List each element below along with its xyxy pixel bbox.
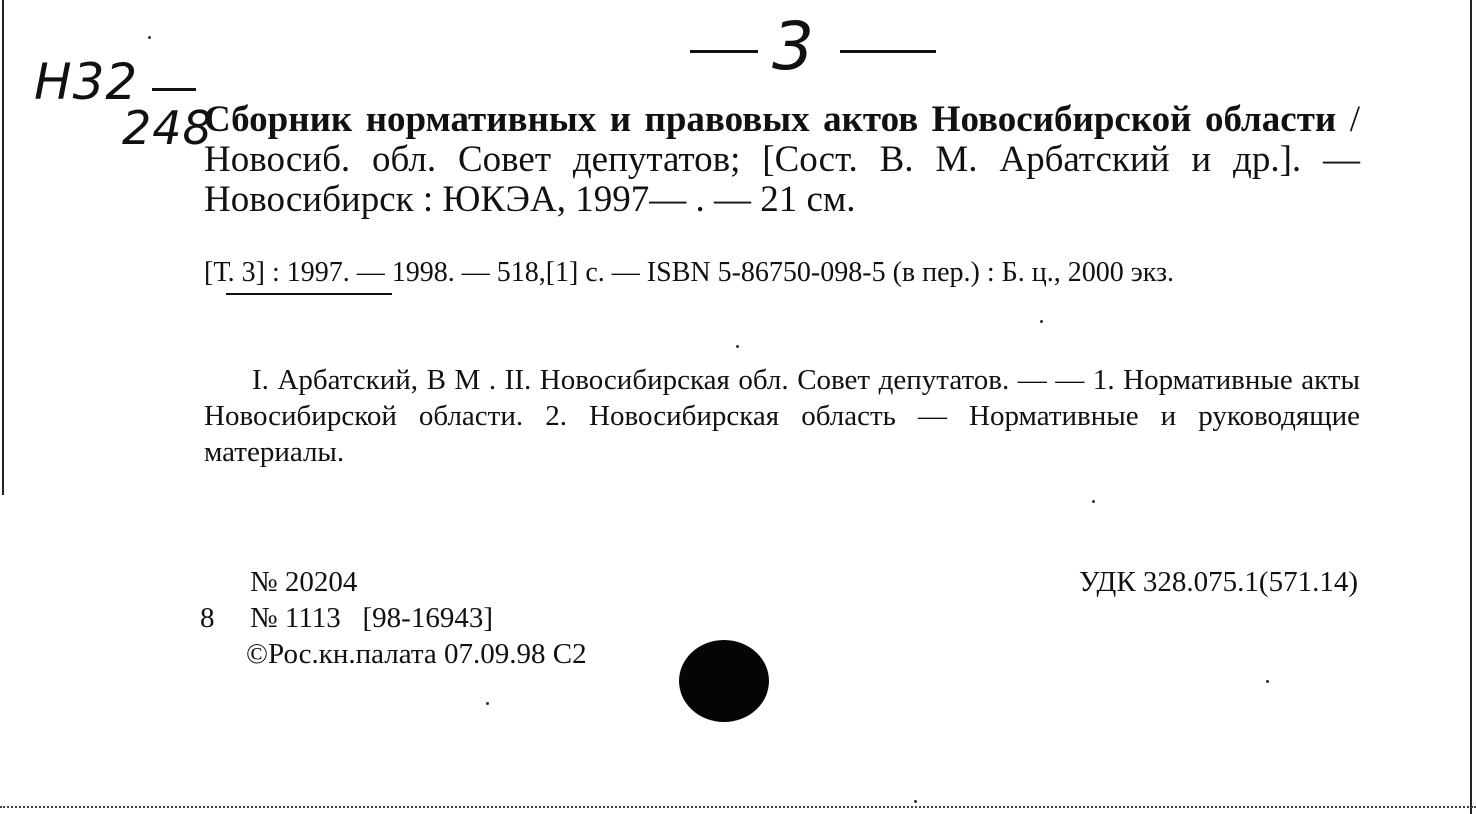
call-number-bottom: 248 [122,101,213,155]
scan-speck [1092,500,1095,503]
subject-tracings: I. Арбатский, В М . II. Новосибирская обл. Совет депутатов. — — 1. Нормативные акты Новосибирской области. 2. Новосибирская область — Нормативные и руководящие материалы. [204,364,1360,468]
scan-speck [736,345,739,348]
udk-classification: УДК 328.075.1(571.14) [1078,566,1358,598]
card-number-dash-right [840,50,936,53]
footer-prefix: 8 [200,602,215,634]
call-number-top: Н32 [34,53,139,111]
entry-responsibility: / Новосиб. обл. Совет депутатов; [Сост. В. М. Арбатский и др.]. — Новосибирск : ЮКЭА, 1997— . — 21 см. [204,99,1360,220]
punch-hole-blot [679,640,769,722]
footer-number: № 20204 [250,566,358,598]
footer-chamber-stamp: ©Рос.кн.палата 07.09.98 С2 [246,638,587,670]
card-number-dash-left [690,50,758,53]
bibliographic-entry [204,100,1360,220]
card-bottom-edge [0,806,1476,808]
card-right-edge [1470,0,1472,814]
call-number-divider [152,88,196,91]
entry-title: Сборник нормативных и правовых актов Новосибирской области [204,99,1337,140]
scan-speck [486,702,489,705]
card-number: 3 [772,8,814,85]
scan-speck [1266,680,1269,683]
scan-speck [148,36,151,39]
volume-description: [Т. 3] : 1997. — 1998. — 518,[1] с. — ISBN 5-86750-098-5 (в пер.) : Б. ц., 2000 экз. [204,257,1175,288]
scan-speck [914,800,917,803]
volume-underline [226,293,392,295]
card-left-edge [2,0,4,495]
footer-order-number: № 1113 [98-16943] [250,602,493,634]
scan-speck [1040,320,1043,323]
